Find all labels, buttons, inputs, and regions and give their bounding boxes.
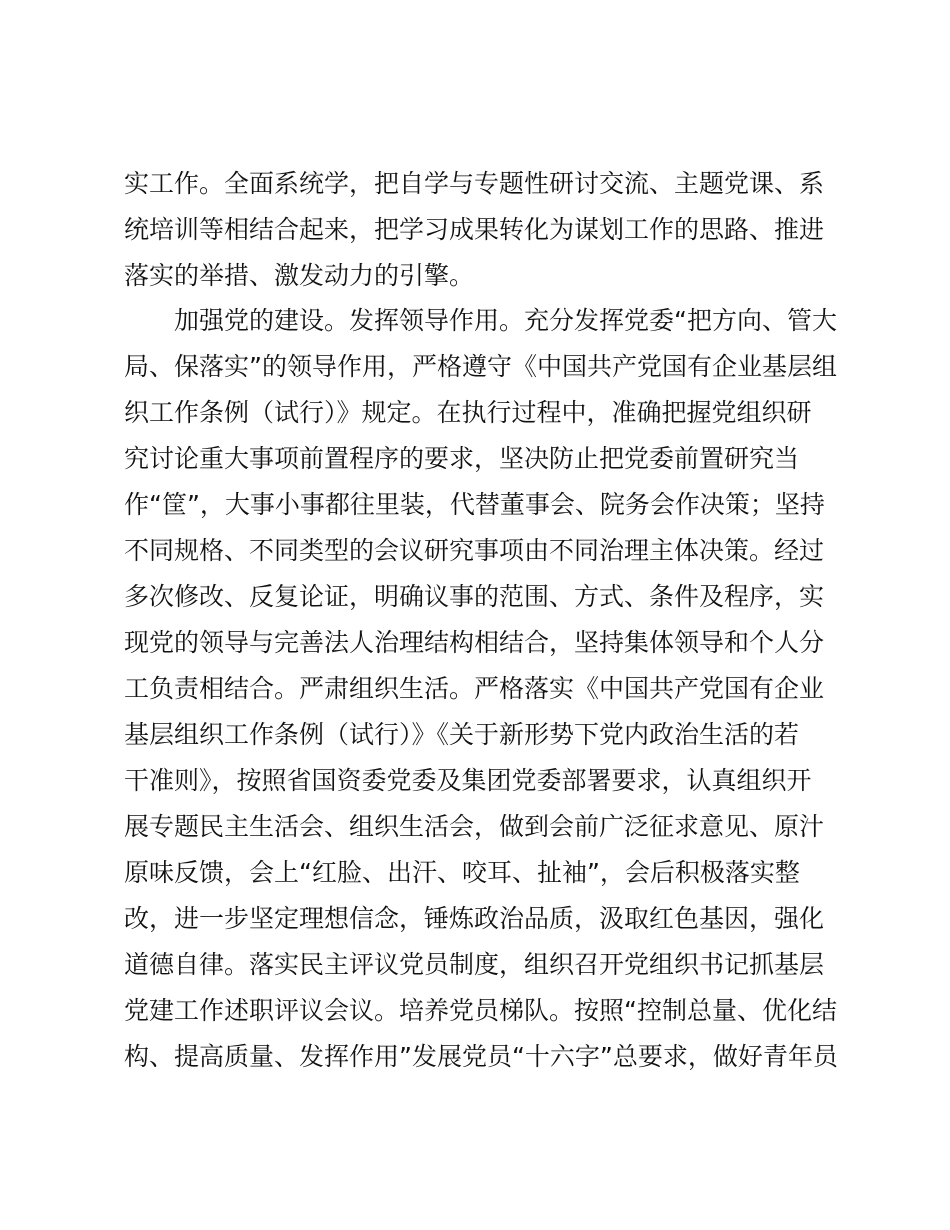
text-line-13: 基层组织工作条例（试行）》《关于新形势下党内政治生活的若 (124, 720, 800, 749)
text-line-7: 究讨论重大事项前置程序的要求，坚决防止把党委前置研究当 (124, 444, 800, 473)
text-line-1: 实工作。全面系统学，把自学与专题性研讨交流、主题党课、系 (124, 169, 825, 198)
text-line-2: 统培训等相结合起来，把学习成果转化为谋划工作的思路、推进 (124, 215, 825, 244)
text-line-18: 道德自律。落实民主评议党员制度，组织召开党组织书记抓基层 (124, 950, 825, 979)
text-line-17: 改，进一步坚定理想信念，锤炼政治品质，汲取红色基因，强化 (124, 904, 825, 933)
text-line-3: 落实的举措、激发动力的引擎。 (124, 261, 475, 290)
text-line-12: 工负责相结合。严肃组织生活。严格落实《中国共产党国有企业 (124, 674, 825, 703)
text-line-20: 构、提高质量、发挥作用”发展党员“十六字”总要求，做好青年员 (124, 1042, 838, 1071)
text-line-15: 展专题民主生活会、组织生活会，做到会前广泛征求意见、原汁 (124, 812, 825, 841)
text-line-14: 干准则》，按照省国资委党委及集团党委部署要求，认真组织开 (124, 766, 812, 795)
text-line-19: 党建工作述职评议会议。培养党员梯队。按照“控制总量、优化结 (124, 996, 837, 1025)
text-line-5: 局、保落实”的领导作用，严格遵守《中国共产党国有企业基层组 (124, 352, 837, 381)
text-line-10: 多次修改、反复论证，明确议事的范围、方式、条件及程序，实 (124, 582, 825, 611)
text-line-16: 原味反馈，会上“红脸、出汗、咬耳、扯袖”，会后积极落实整 (124, 858, 800, 887)
text-line-6: 织工作条例（试行）》规定。在执行过程中，准确把握党组织研 (124, 398, 812, 427)
text-line-9: 不同规格、不同类型的会议研究事项由不同治理主体决策。经过 (124, 536, 825, 565)
text-line-8: 作“筐”，大事小事都往里装，代替董事会、院务会作决策；坚持 (124, 490, 825, 519)
text-line-4: 加强党的建设。发挥领导作用。充分发挥党委“把方向、管大 (174, 306, 837, 335)
text-line-11: 现党的领导与完善法人治理结构相结合，坚持集体领导和个人分 (124, 628, 825, 657)
